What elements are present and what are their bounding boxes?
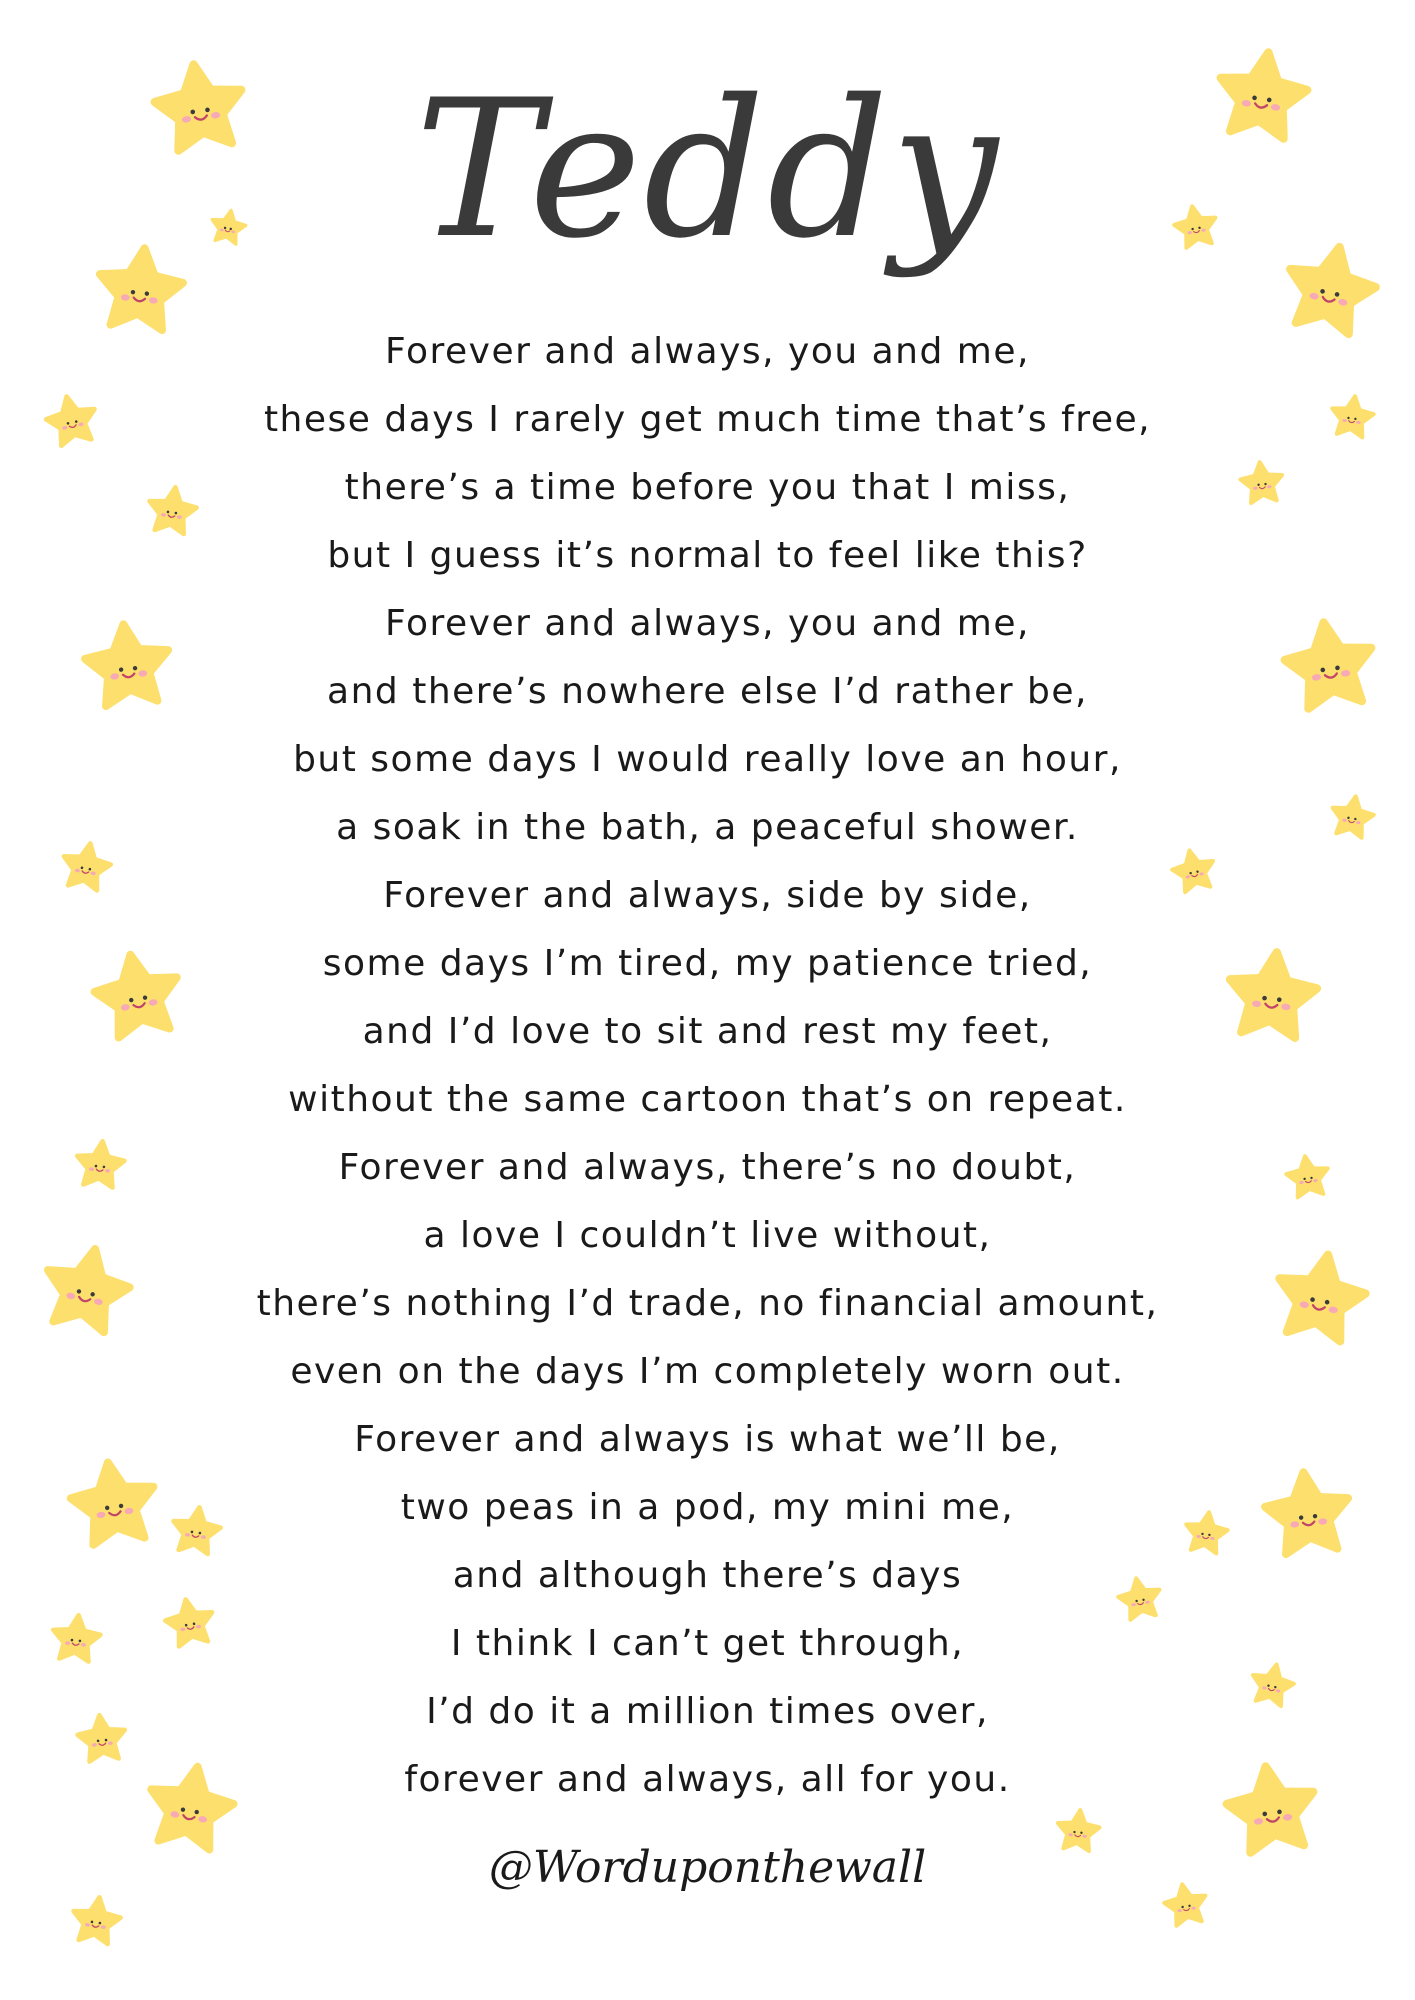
- star-eye: [98, 1922, 101, 1925]
- star-cheek: [101, 1925, 106, 1929]
- star-cheek: [1177, 1909, 1182, 1913]
- star-eye: [1320, 289, 1325, 294]
- star-mouth: [1184, 1909, 1190, 1912]
- star-mouth: [1322, 297, 1334, 303]
- poem-line: forever and always, all for you.: [404, 1759, 1011, 1800]
- star-mouth: [1267, 1818, 1279, 1823]
- poem-line: even on the days I’m completely worn out.: [290, 1351, 1125, 1392]
- poem-line: Forever and always, you and me,: [385, 603, 1030, 644]
- poem-line: a love I couldn’t live without,: [423, 1215, 992, 1256]
- poem-line: there’s nothing I’d trade, no financial amount,: [256, 1283, 1159, 1324]
- poem-line: and I’d love to sit and rest my feet,: [362, 1011, 1053, 1052]
- poem-line: but I guess it’s normal to feel like this?: [327, 535, 1088, 576]
- star-cheek: [1283, 1813, 1293, 1821]
- poem-body: [0, 318, 1415, 1814]
- star-eye: [1188, 1904, 1191, 1907]
- star-mouth: [1075, 1835, 1081, 1837]
- star-cheek: [1338, 298, 1348, 306]
- star-mouth: [92, 1925, 99, 1928]
- poem-line: these days I rarely get much time that’s free,: [263, 399, 1152, 440]
- star-cheek: [1309, 292, 1319, 300]
- poem-line: Forever and always, there’s no doubt,: [338, 1147, 1077, 1188]
- smiling-star-icon: [70, 1894, 123, 1945]
- star-eye: [91, 1920, 94, 1923]
- poem-line: but some days I would really love an hour,: [293, 739, 1122, 780]
- star-eye: [1080, 1831, 1083, 1834]
- star-cheek: [121, 294, 130, 301]
- star-eye: [1334, 292, 1339, 297]
- author-handle: @Worduponthewall: [488, 1842, 927, 1893]
- star-cheek: [1191, 1906, 1196, 1910]
- poem-line: I’d do it a million times over,: [426, 1691, 989, 1732]
- poem-line: Forever and always, you and me,: [385, 331, 1030, 372]
- star-eye: [1181, 1906, 1184, 1909]
- poem-line: and although there’s days: [452, 1555, 963, 1596]
- poem-line: there’s a time before you that I miss,: [344, 467, 1071, 508]
- poem-line: and there’s nowhere else I’d rather be,: [327, 671, 1088, 712]
- star-cheek: [1253, 1818, 1263, 1826]
- poem-line: I think I can’t get through,: [450, 1623, 965, 1664]
- poem-line: Forever and always, side by side,: [383, 875, 1032, 916]
- star-cheek: [198, 1816, 208, 1824]
- star-shape: [70, 1894, 123, 1945]
- poem-title: Teddy: [414, 59, 1000, 280]
- star-mouth: [183, 1815, 195, 1820]
- poem-line: a soak in the bath, a peaceful shower.: [336, 807, 1079, 848]
- star-cheek: [149, 297, 158, 304]
- star-eye: [131, 290, 136, 295]
- poem-line: two peas in a pod, my mini me,: [400, 1487, 1015, 1528]
- star-mouth: [133, 298, 145, 302]
- star-eye: [1073, 1831, 1076, 1834]
- poem-line: Forever and always is what we’ll be,: [354, 1419, 1061, 1460]
- star-eye: [144, 291, 149, 296]
- poem-line: without the same cartoon that’s on repeat.: [288, 1079, 1127, 1120]
- poem-line: some days I’m tired, my patience tried,: [322, 943, 1093, 984]
- star-cheek: [85, 1923, 90, 1927]
- star-cheek: [1068, 1833, 1073, 1836]
